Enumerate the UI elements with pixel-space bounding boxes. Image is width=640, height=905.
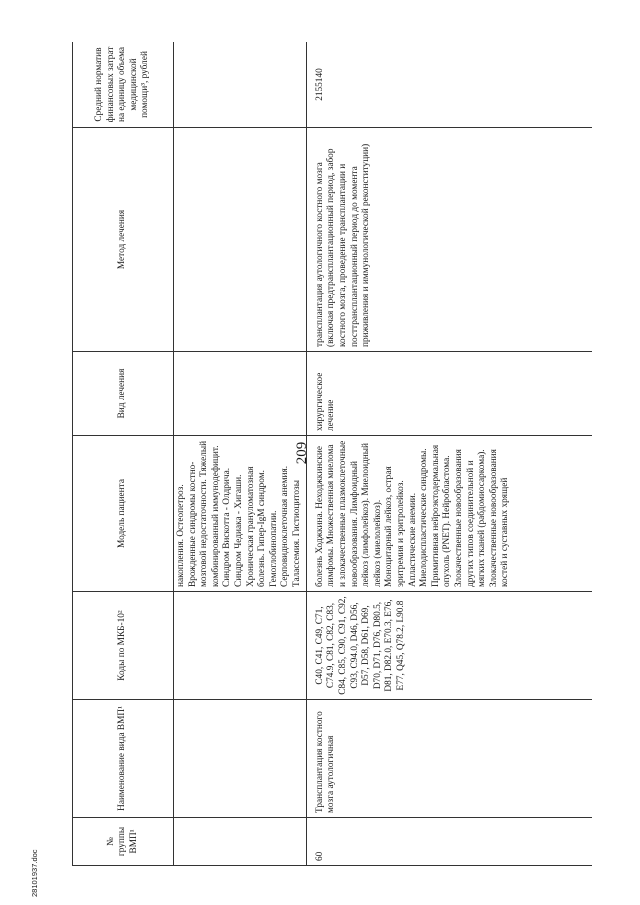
header-treatment-type: Вид лечения — [73, 352, 174, 436]
page-number: 209 — [294, 441, 310, 465]
cell-patient-model: болезнь Ходжкина. Неходжкинские лимфомы. Множественная миелома и злокачественные плазмоклеточные новообразования. Лимфоидный лейкоз (лимфолейкоз). Миелоидный лейкоз (миелолейкоз). Моноцитарный лейкоз, острая эритремия и эритролейкоз. Апластические анемии. Миелодиспластические синдромы. Примитивная нейроэктодермальная опухоль (PNET). Нейробластома. Злокачественные новообразования других типов соединительной и мягких тканей (рабдомиосаркома). Злокачественные новообразования костей и суставных хрящей — [306, 436, 592, 592]
header-group-no: № группы ВМП¹ — [73, 818, 174, 866]
table-row-continuation — [174, 42, 307, 866]
header-icd-codes: Коды по МКБ-10² — [73, 592, 174, 700]
cell-icd-codes: C40, C41, C49, C71, C74.9, C81, C82, C83, C84, C85, C90, C91, C92, C93, C94.0, D46, D56, D57, D58, D61, D69, D70, D71, D76, D80.5, D81, D82.0, E70.3, E76, E77, Q45, Q78.2, L90.8 — [306, 592, 592, 700]
cell-treatment-method: трансплантация аутологичного костного мозга (включая предтрансплантационный период, забор костного мозга, проведение трансплантации и посттрансплантационный период до момента приживления и иммунологической реконституции) — [306, 128, 592, 352]
cell-vmp-name: Трансплантация костного мозга аутологичная — [306, 700, 592, 818]
cell-treatment-type: хирургическое лечение — [306, 352, 592, 436]
cell-empty — [174, 352, 307, 436]
cell-empty — [174, 128, 307, 352]
header-vmp-name: Наименование вида ВМП¹ — [73, 700, 174, 818]
cell-group-no: 60 — [306, 818, 592, 866]
vmp-table — [72, 42, 592, 866]
header-patient-model: Модель пациента — [73, 436, 174, 592]
header-treatment-method: Метод лечения — [73, 128, 174, 352]
cell-empty — [174, 700, 307, 818]
document-footer: 28101937.doc — [30, 849, 39, 897]
table-frame — [72, 42, 592, 866]
table-header-row — [73, 42, 174, 866]
rotated-table-container — [72, 42, 592, 866]
cell-empty — [174, 818, 307, 866]
cell-empty — [174, 592, 307, 700]
header-cost-norm: Средний норматив финансовых затрат на единицу объема медицинской помощи³, рублей — [73, 42, 174, 128]
cell-patient-model-continuation: накопления. Остеопетроз. Врожденные синдромы костно-мозговой недостаточности. Тяжелый комбинированный иммунодефицит. Синдром Вискотта - Олдрича. Синдром Чедиака - Хигаши. Хроническая грануломатозная болезнь. Гипер-IgM синдром. Гемоглобинопатии. Серповидноклеточная анемия. Талассемия. Гистиоцитозы — [174, 436, 307, 592]
cell-empty — [174, 42, 307, 128]
cell-cost-norm: 2155140 — [306, 42, 592, 128]
table-row-60 — [306, 42, 592, 866]
